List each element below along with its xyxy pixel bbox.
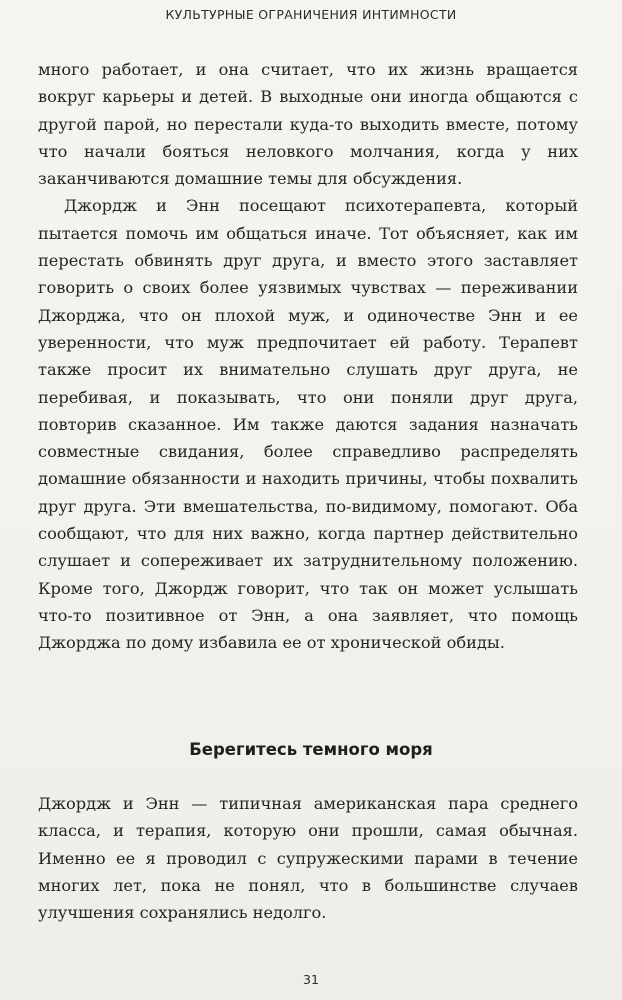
section-paragraph: Джордж и Энн — типичная американская пара среднего класса, и терапия, которую они прошли, самая обычная. Именно ее я проводил с супружескими парами в течение многих лет, пока не понял, что в большинстве случаев улучшения сохранялись недолго. xyxy=(38,794,578,923)
section-heading: Берегитесь темного моря xyxy=(189,740,433,759)
paragraph-continuation: много работает, и она считает, что их жизнь вращается вокруг карьеры и детей. В выходные они иногда общаются с другой парой, но перестали куда-то выходить вместе, потому что начали бояться неловкого молчания, когда у них заканчиваются домашние темы для обсуждения. xyxy=(38,60,578,189)
running-head: КУЛЬТУРНЫЕ ОГРАНИЧЕНИЯ ИНТИМНОСТИ xyxy=(165,7,457,22)
section-text-block xyxy=(38,790,578,926)
main-text-block xyxy=(38,56,578,657)
page-number: 31 xyxy=(303,972,319,987)
paragraph-therapy: Джордж и Энн посещают психотерапевта, который пытается помочь им общаться иначе. Тот объясняет, как им перестать обвинять друг друга, и вместо этого заставляет говорить о своих более уязвимых чувствах — переживании Джорджа, что он плохой муж, и одиночестве Энн и ее уверенности, что муж предпочитает ей работу. Терапевт также просит их внимательно слушать друг друга, не перебивая, и показывать, что они поняли друг друга, повторив сказанное. Им также даются задания назначать совместные свидания, более справедливо распределять домашние обязанности и находить причины, чтобы похвалить друг друга. Эти вмешательства, по-видимому, помогают. Оба сообщают, что для них важно, когда партнер действительно слушает и сопереживает их затруднительному положению. Кроме того, Джордж говорит, что так он может услышать что-то позитивное от Энн, а она заявляет, что помощь Джорджа по дому избавила ее от хронической обиды. xyxy=(38,196,578,653)
